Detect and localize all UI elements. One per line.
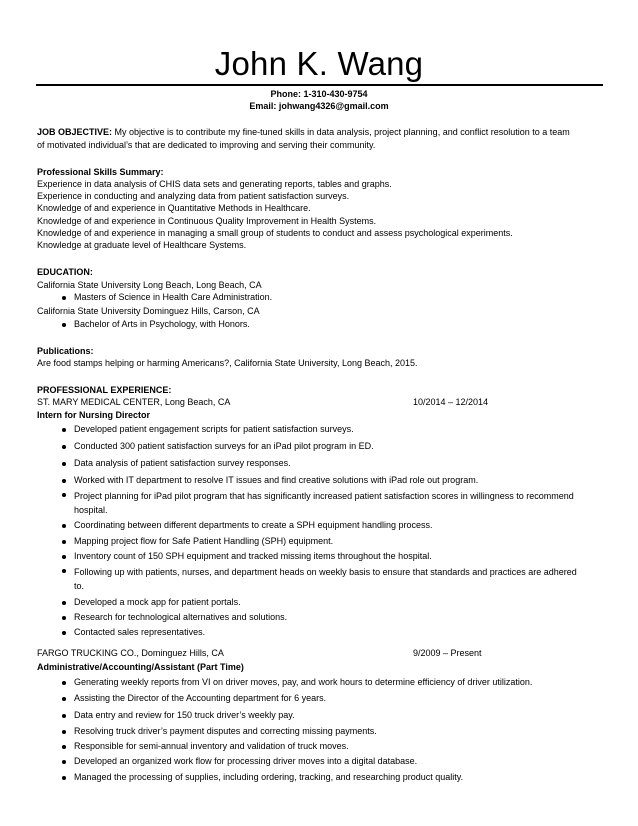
job-2-bullet-text: Generating weekly reports from VI on driver moves, pay, and work hours to determine efficiency of driver utilization. [74, 677, 533, 687]
skills-heading: Professional Skills Summary: [37, 167, 164, 177]
job-2-bullet-text: Developed an organized work flow for processing driver moves into a digital database. [74, 756, 418, 766]
objective-line-1 [37, 127, 570, 138]
bullet-icon [62, 296, 66, 300]
job-1-bullet-text: Coordinating between different departments to create a SPH equipment handling process. [74, 520, 433, 530]
bullet-icon [62, 479, 66, 483]
bullet-icon [62, 760, 66, 764]
school-1: California State University Long Beach, Long Beach, CA [37, 280, 262, 290]
objective-text-1: My objective is to contribute my fine-tuned skills in data analysis, project planning, and conflict resolution to a team [114, 127, 570, 137]
job-2-employer: FARGO TRUCKING CO., Dominguez Hills, CA [37, 648, 224, 658]
job-1-employer: ST. MARY MEDICAL CENTER, Long Beach, CA [37, 397, 231, 407]
bullet-icon [62, 697, 66, 701]
skill-item: Knowledge of and experience in Continuous Quality Improvement in Health Systems. [37, 216, 377, 226]
bullet-icon [62, 601, 66, 605]
job-1-bullet-text: Developed patient engagement scripts for patient satisfaction surveys. [74, 424, 354, 434]
bullet-icon [62, 681, 66, 685]
bullet-icon [62, 569, 66, 573]
email-line: Email: johwang4326@gmail.com [249, 101, 389, 111]
bullet-icon [62, 445, 66, 449]
job-1-bullet-text: Conducted 300 patient satisfaction surveys for an iPad pilot program in ED. [74, 441, 374, 451]
publications-heading: Publications: [37, 346, 94, 356]
bullet-icon [62, 540, 66, 544]
bullet-icon [62, 493, 66, 497]
objective-label: JOB OBJECTIVE: [37, 127, 113, 137]
job-2-bullet-text: Responsible for semi-annual inventory and validation of truck moves. [74, 741, 349, 751]
job-1-bullet-text: Project planning for iPad pilot program that has significantly increased patient satisfaction scores in willingness to recommend hospital. [74, 491, 574, 515]
skill-item: Experience in data analysis of CHIS data sets and generating reports, tables and graphs. [37, 179, 392, 189]
resume-name: John K. Wang [214, 45, 424, 82]
skill-item: Knowledge of and experience in managing a small group of students to conduct and assess psychological experiments. [37, 228, 513, 238]
job-2-bullet-text: Data entry and review for 150 truck driver’s weekly pay. [74, 710, 295, 720]
job-2-bullet-text: Resolving truck driver’s payment disputes and correcting missing payments. [74, 726, 377, 736]
phone-line: Phone: 1-310-430-9754 [270, 89, 368, 99]
job-1-bullet-text: Mapping project flow for Safe Patient Handling (SPH) equipment. [74, 536, 334, 546]
job-2-bullet-text: Assisting the Director of the Accounting department for 6 years. [74, 693, 327, 703]
bullet-icon [62, 555, 66, 559]
bullet-icon [62, 462, 66, 466]
publication-item: Are food stamps helping or harming Americans?, California State University, Long Beach, 2015. [37, 358, 418, 368]
education-heading: EDUCATION: [37, 267, 93, 277]
degree-1: Masters of Science in Health Care Administration. [74, 292, 273, 302]
job-1-bullet-text: Data analysis of patient satisfaction survey responses. [74, 458, 291, 468]
skill-item: Knowledge at graduate level of Healthcare Systems. [37, 240, 247, 250]
job-1-bullet-text: Contacted sales representatives. [74, 627, 206, 637]
skill-item: Experience in conducting and analyzing data from patient satisfaction surveys. [37, 191, 350, 201]
bullet-icon [62, 730, 66, 734]
job-1-bullet-text: Inventory count of 150 SPH equipment and tracked missing items throughout the hospital. [74, 551, 432, 561]
skill-item: Knowledge of and experience in Quantitative Methods in Healthcare. [37, 203, 311, 213]
degree-2: Bachelor of Arts in Psychology, with Honors. [74, 319, 250, 329]
bullet-icon [62, 323, 66, 327]
bullet-icon [62, 714, 66, 718]
job-1-bullet-text: Developed a mock app for patient portals. [74, 597, 241, 607]
job-2-bullet-text: Managed the processing of supplies, including ordering, tracking, and researching product quality. [74, 772, 464, 782]
job-1-bullet-text: Worked with IT department to resolve IT issues and find creative solutions with iPad role out program. [74, 475, 479, 485]
experience-heading: PROFESSIONAL EXPERIENCE: [37, 385, 172, 395]
job-2-dates: 9/2009 – Present [413, 648, 482, 658]
bullet-icon [62, 428, 66, 432]
job-1-dates: 10/2014 – 12/2014 [413, 397, 489, 407]
bullet-icon [62, 631, 66, 635]
job-1-bullet-text: Following up with patients, nurses, and department heads on weekly basis to ensure that standards and practices are adhered to. [74, 567, 577, 591]
bullet-icon [62, 776, 66, 780]
job-2-title: Administrative/Accounting/Assistant (Part Time) [37, 662, 244, 672]
header-divider [36, 84, 603, 86]
objective-line-2: of motivated individual’s that are dedicated to improving and serving their community. [37, 140, 376, 150]
bullet-icon [62, 745, 66, 749]
job-1-title: Intern for Nursing Director [37, 410, 151, 420]
school-2: California State University Dominguez Hills, Carson, CA [37, 306, 260, 316]
bullet-icon [62, 524, 66, 528]
bullet-icon [62, 616, 66, 620]
job-1-bullet-text: Research for technological alternatives and solutions. [74, 612, 288, 622]
